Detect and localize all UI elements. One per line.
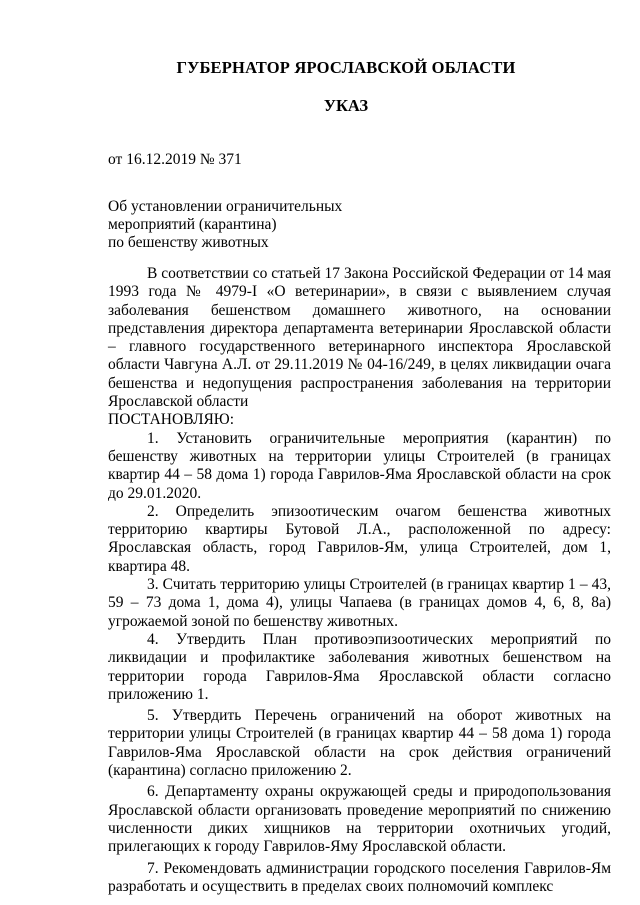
decree-item-2: 2. Определить эпизоотическим очагом бешенства животных территорию квартиры Бутовой Л.А., расположенной по адресу: Ярославская область, город Гаврилов-Ям, улица Строителей, дом 1, квартира 48. (108, 502, 611, 575)
document-type: УКАЗ (323, 96, 369, 115)
decree-word: ПОСТАНОВЛЯЮ: (108, 411, 235, 429)
decree-item-7: 7. Рекомендовать администрации городского поселения Гаврилов-Ям разработать и осуществить в пределах своих полномочий комплекс (108, 859, 611, 895)
decree-item-6: 6. Департаменту охраны окружающей среды и природопользования Ярославской области организовать проведение мероприятий по снижению численности диких хищников на территории охотничьих угодий, прилегающих к городу Гаврилов-Яму Ярославской области. (108, 783, 611, 856)
preamble-paragraph: В соответствии со статьей 17 Закона Российской Федерации от 14 мая 1993 года № 4979-I «О ветеринарии», в связи с выявлением случая заболевания бешенством домашнего животного, на основании представления директора департамента ветеринарии Ярославской области – главного государственного ветеринарного инспектора Ярославской области Чавгуна А.Л. от 29.11.2019 № 04-16/249, в целях ликвидации очага бешенства и недопущения распространения заболевания на территории Ярославской области (108, 265, 611, 411)
document-date-number: от 16.12.2019 № 371 (108, 151, 242, 168)
decree-item-5: 5. Утвердить Перечень ограничений на оборот животных на территории улицы Строителей (в границах квартир 44 – 58 дома 1) города Гаврилов-Яма Ярославской области на срок действия ограничений (карантина) согласно приложению 2. (108, 707, 611, 780)
subject-line: мероприятий (карантина) (108, 216, 277, 233)
document-body (108, 265, 611, 896)
subject-line: Об установлении ограничительных (108, 198, 343, 215)
issuing-authority: ГУБЕРНАТОР ЯРОСЛАВСКОЙ ОБЛАСТИ (176, 58, 516, 77)
subject-line: по бешенству животных (108, 234, 269, 251)
document-subject (108, 198, 508, 252)
decree-item-1: 1. Установить ограничительные мероприятия (карантин) по бешенству животных на территории улицы Строителей (в границах квартир 44 – 58 дома 1) города Гаврилов-Яма Ярославской области на срок до 29.01.2020. (108, 429, 611, 502)
decree-item-3: 3. Считать территорию улицы Строителей (в границах квартир 1 – 43, 59 – 73 дома 1, дома 4), улицы Чапаева (в границах домов 4, 6, 8, 8а) угрожаемой зоной по бешенству животных. (108, 576, 611, 630)
decree-item-4: 4. Утвердить План противоэпизоотических мероприятий по ликвидации и профилактике заболевания животных бешенством на территории города Гаврилов-Яма Ярославской области согласно приложению 1. (108, 630, 611, 703)
